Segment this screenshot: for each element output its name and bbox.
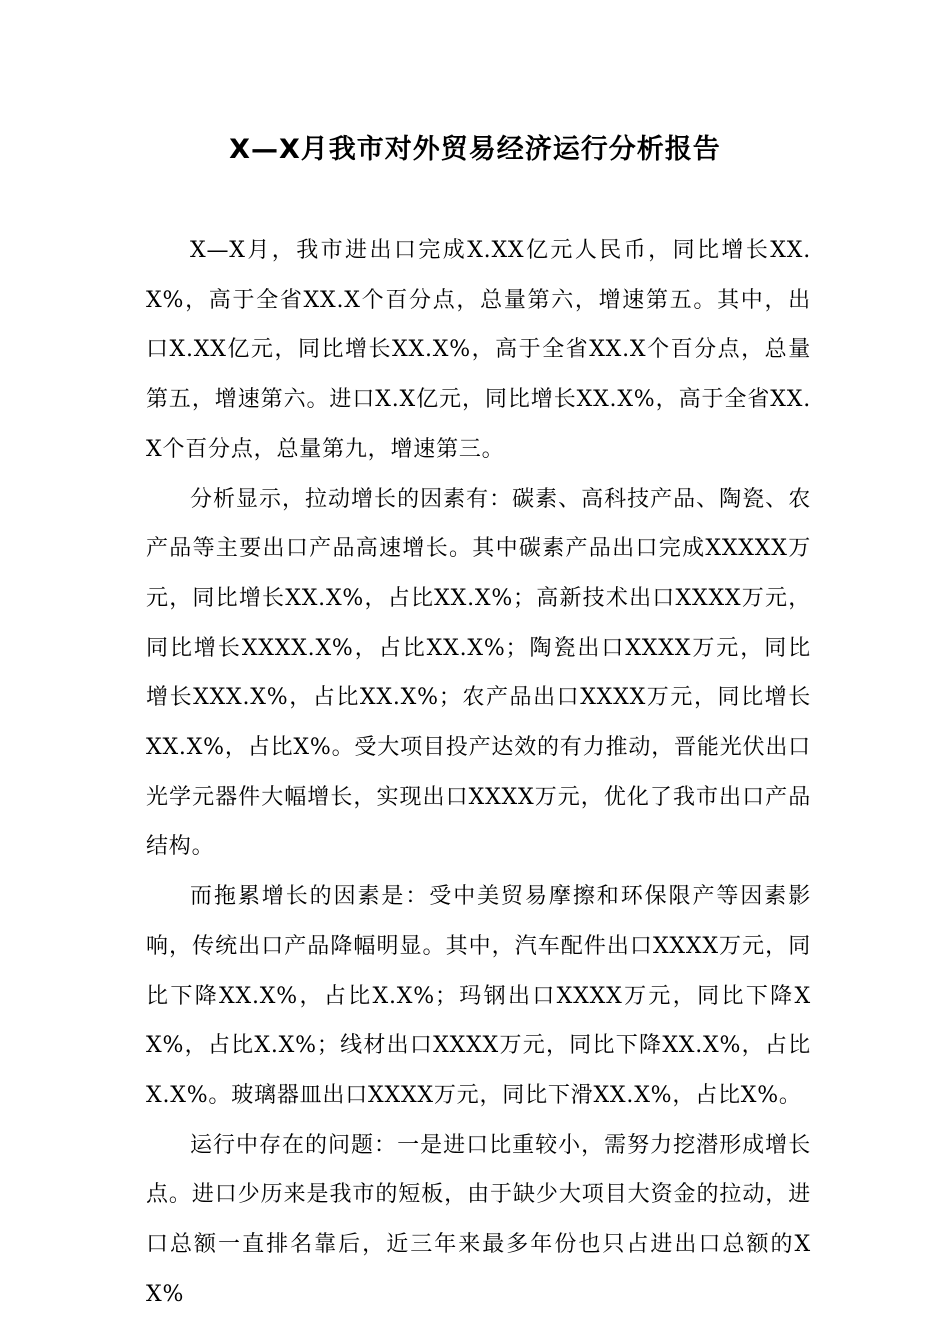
document-body	[146, 226, 811, 1319]
paragraph-drag-factors: 而拖累增长的因素是：受中美贸易摩擦和环保限产等因素影响，传统出口产品降幅明显。其中，汽车配件出口XXXX万元，同比下降XX.X%，占比X.X%；玛钢出口XXXX万元，同比下降XX%，占比X.X%；线材出口XXXX万元，同比下降XX.X%，占比X.X%。玻璃器皿出口XXXX万元，同比下滑XX.X%，占比X%。	[146, 884, 811, 1108]
paragraph-summary: X—X月，我市进出口完成X.XX亿元人民币，同比增长XX.X%，高于全省XX.X个百分点，总量第六，增速第五。其中，出口X.XX亿元，同比增长XX.X%，高于全省XX.X个百分点，总量第五，增速第六。进口X.X亿元，同比增长XX.X%，高于全省XX.X个百分点，总量第九，增速第三。	[146, 238, 811, 462]
paragraph-problems: 运行中存在的问题：一是进口比重较小，需努力挖潜形成增长点。进口少历来是我市的短板，由于缺少大项目大资金的拉动，进口总额一直排名靠后，近三年来最多年份也只占进出口总额的XX%	[146, 1132, 811, 1307]
document-title: X—X月我市对外贸易经济运行分析报告	[229, 134, 721, 165]
paragraph-growth-factors: 分析显示，拉动增长的因素有：碳素、高科技产品、陶瓷、农产品等主要出口产品高速增长。其中碳素产品出口完成XXXXX万元，同比增长XX.X%，占比XX.X%；高新技术出口XXXX万元，同比增长XXXX.X%，占比XX.X%；陶瓷出口XXXX万元，同比增长XXX.X%，占比XX.X%；农产品出口XXXX万元，同比增长XX.X%，占比X%。受大项目投产达效的有力推动，晋能光伏出口光学元器件大幅增长，实现出口XXXX万元，优化了我市出口产品结构。	[146, 486, 811, 860]
